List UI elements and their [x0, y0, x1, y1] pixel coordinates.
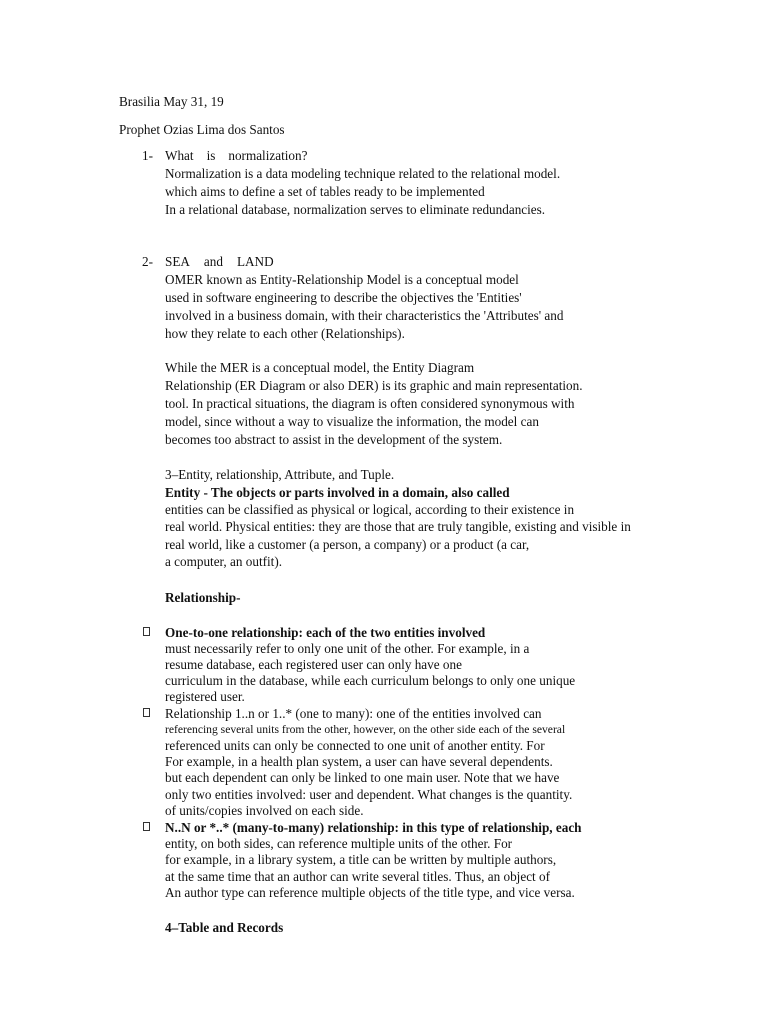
q2-para2-line: tool. In practical situations, the diagram is often considered synonymous with [165, 396, 575, 411]
document-author: Prophet Ozias Lima dos Santos [119, 122, 285, 137]
entity-heading: Entity - The objects or parts involved in a domain, also called [165, 485, 510, 500]
q2-title [165, 253, 274, 271]
q3-title: 3–Entity, relationship, Attribute, and Tuple. [165, 467, 395, 482]
q2-para1-line: OMER known as Entity-Relationship Model is a conceptual model [165, 272, 519, 287]
q1-line: In a relational database, normalization serves to eliminate redundancies. [165, 202, 546, 217]
bullet-line: only two entities involved: user and dependent. What changes is the quantity. [165, 787, 573, 802]
bullet-line: curriculum in the database, while each curriculum belongs to only one unique [165, 673, 576, 688]
relationship-heading: Relationship- [165, 590, 241, 605]
q2-para2-line: Relationship (ER Diagram or also DER) is its graphic and main representation. [165, 378, 583, 393]
q2-title-word-3: LAND [236, 254, 274, 269]
q2-para1-line: how they relate to each other (Relationships). [165, 326, 405, 341]
entity-line: entities can be classified as physical or logical, according to their existence in [165, 502, 575, 517]
bullet-line: at the same time that an author can write several titles. Thus, an object of [165, 869, 550, 884]
bullet-line: entity, on both sides, can reference multiple units of the other. For [165, 836, 513, 851]
entity-line: real world, like a customer (a person, a company) or a product (a car, [165, 537, 530, 552]
bullet-line: referenced units can only be connected to one unit of another entity. For [165, 738, 545, 753]
bullet-icon [143, 822, 150, 831]
bullet-icon [143, 708, 150, 717]
q4-title: 4–Table and Records [165, 920, 284, 935]
bullet-line: for example, in a library system, a title can be written by multiple authors, [165, 852, 557, 867]
bullet-heading: One-to-one relationship: each of the two entities involved [165, 625, 486, 640]
bullet-heading: N..N or *..* (many-to-many) relationship: in this type of relationship, each [165, 820, 582, 835]
q1-title-word-2: is [206, 148, 216, 163]
bullet-line: but each dependent can only be linked to one main user. Note that we have [165, 770, 560, 785]
q1-title-word-1: What [165, 148, 194, 163]
q2-para1-line: used in software engineering to describe the objectives the 'Entities' [165, 290, 522, 305]
q2-para2-line: model, since without a way to visualize the information, the model can [165, 414, 539, 429]
bullet-line: must necessarily refer to only one unit of the other. For example, in a [165, 641, 530, 656]
bullet-line: An author type can reference multiple objects of the title type, and vice versa. [165, 885, 575, 900]
entity-line: real world. Physical entities: they are those that are truly tangible, existing and visible in [165, 519, 631, 534]
q1-title-word-3: normalization? [228, 148, 308, 163]
entity-line: a computer, an outfit). [165, 554, 283, 569]
q2-para1-line: involved in a business domain, with their characteristics the 'Attributes' and [165, 308, 564, 323]
q2-title-word-2: and [203, 254, 223, 269]
q2-title-word-1: SEA [165, 254, 190, 269]
bullet-line: registered user. [165, 689, 245, 704]
bullet-line: For example, in a health plan system, a user can have several dependents. [165, 754, 553, 769]
q1-number: 1- [142, 148, 153, 163]
q1-line: which aims to define a set of tables ready to be implemented [165, 184, 485, 199]
bullet-line: resume database, each registered user can only have one [165, 657, 462, 672]
bullet-heading: Relationship 1..n or 1..* (one to many): one of the entities involved can [165, 706, 542, 721]
q1-title [165, 147, 307, 165]
q2-para2-line: While the MER is a conceptual model, the Entity Diagram [165, 360, 475, 375]
q2-para2-line: becomes too abstract to assist in the development of the system. [165, 432, 503, 447]
q2-number: 2- [142, 254, 153, 269]
bullet-line: of units/copies involved on each side. [165, 803, 364, 818]
bullet-small-line: referencing several units from the other, however, on the other side each of the several [165, 723, 566, 736]
bullet-icon [143, 627, 150, 636]
q1-line: Normalization is a data modeling technique related to the relational model. [165, 166, 561, 181]
document-date: Brasilia May 31, 19 [119, 94, 224, 109]
